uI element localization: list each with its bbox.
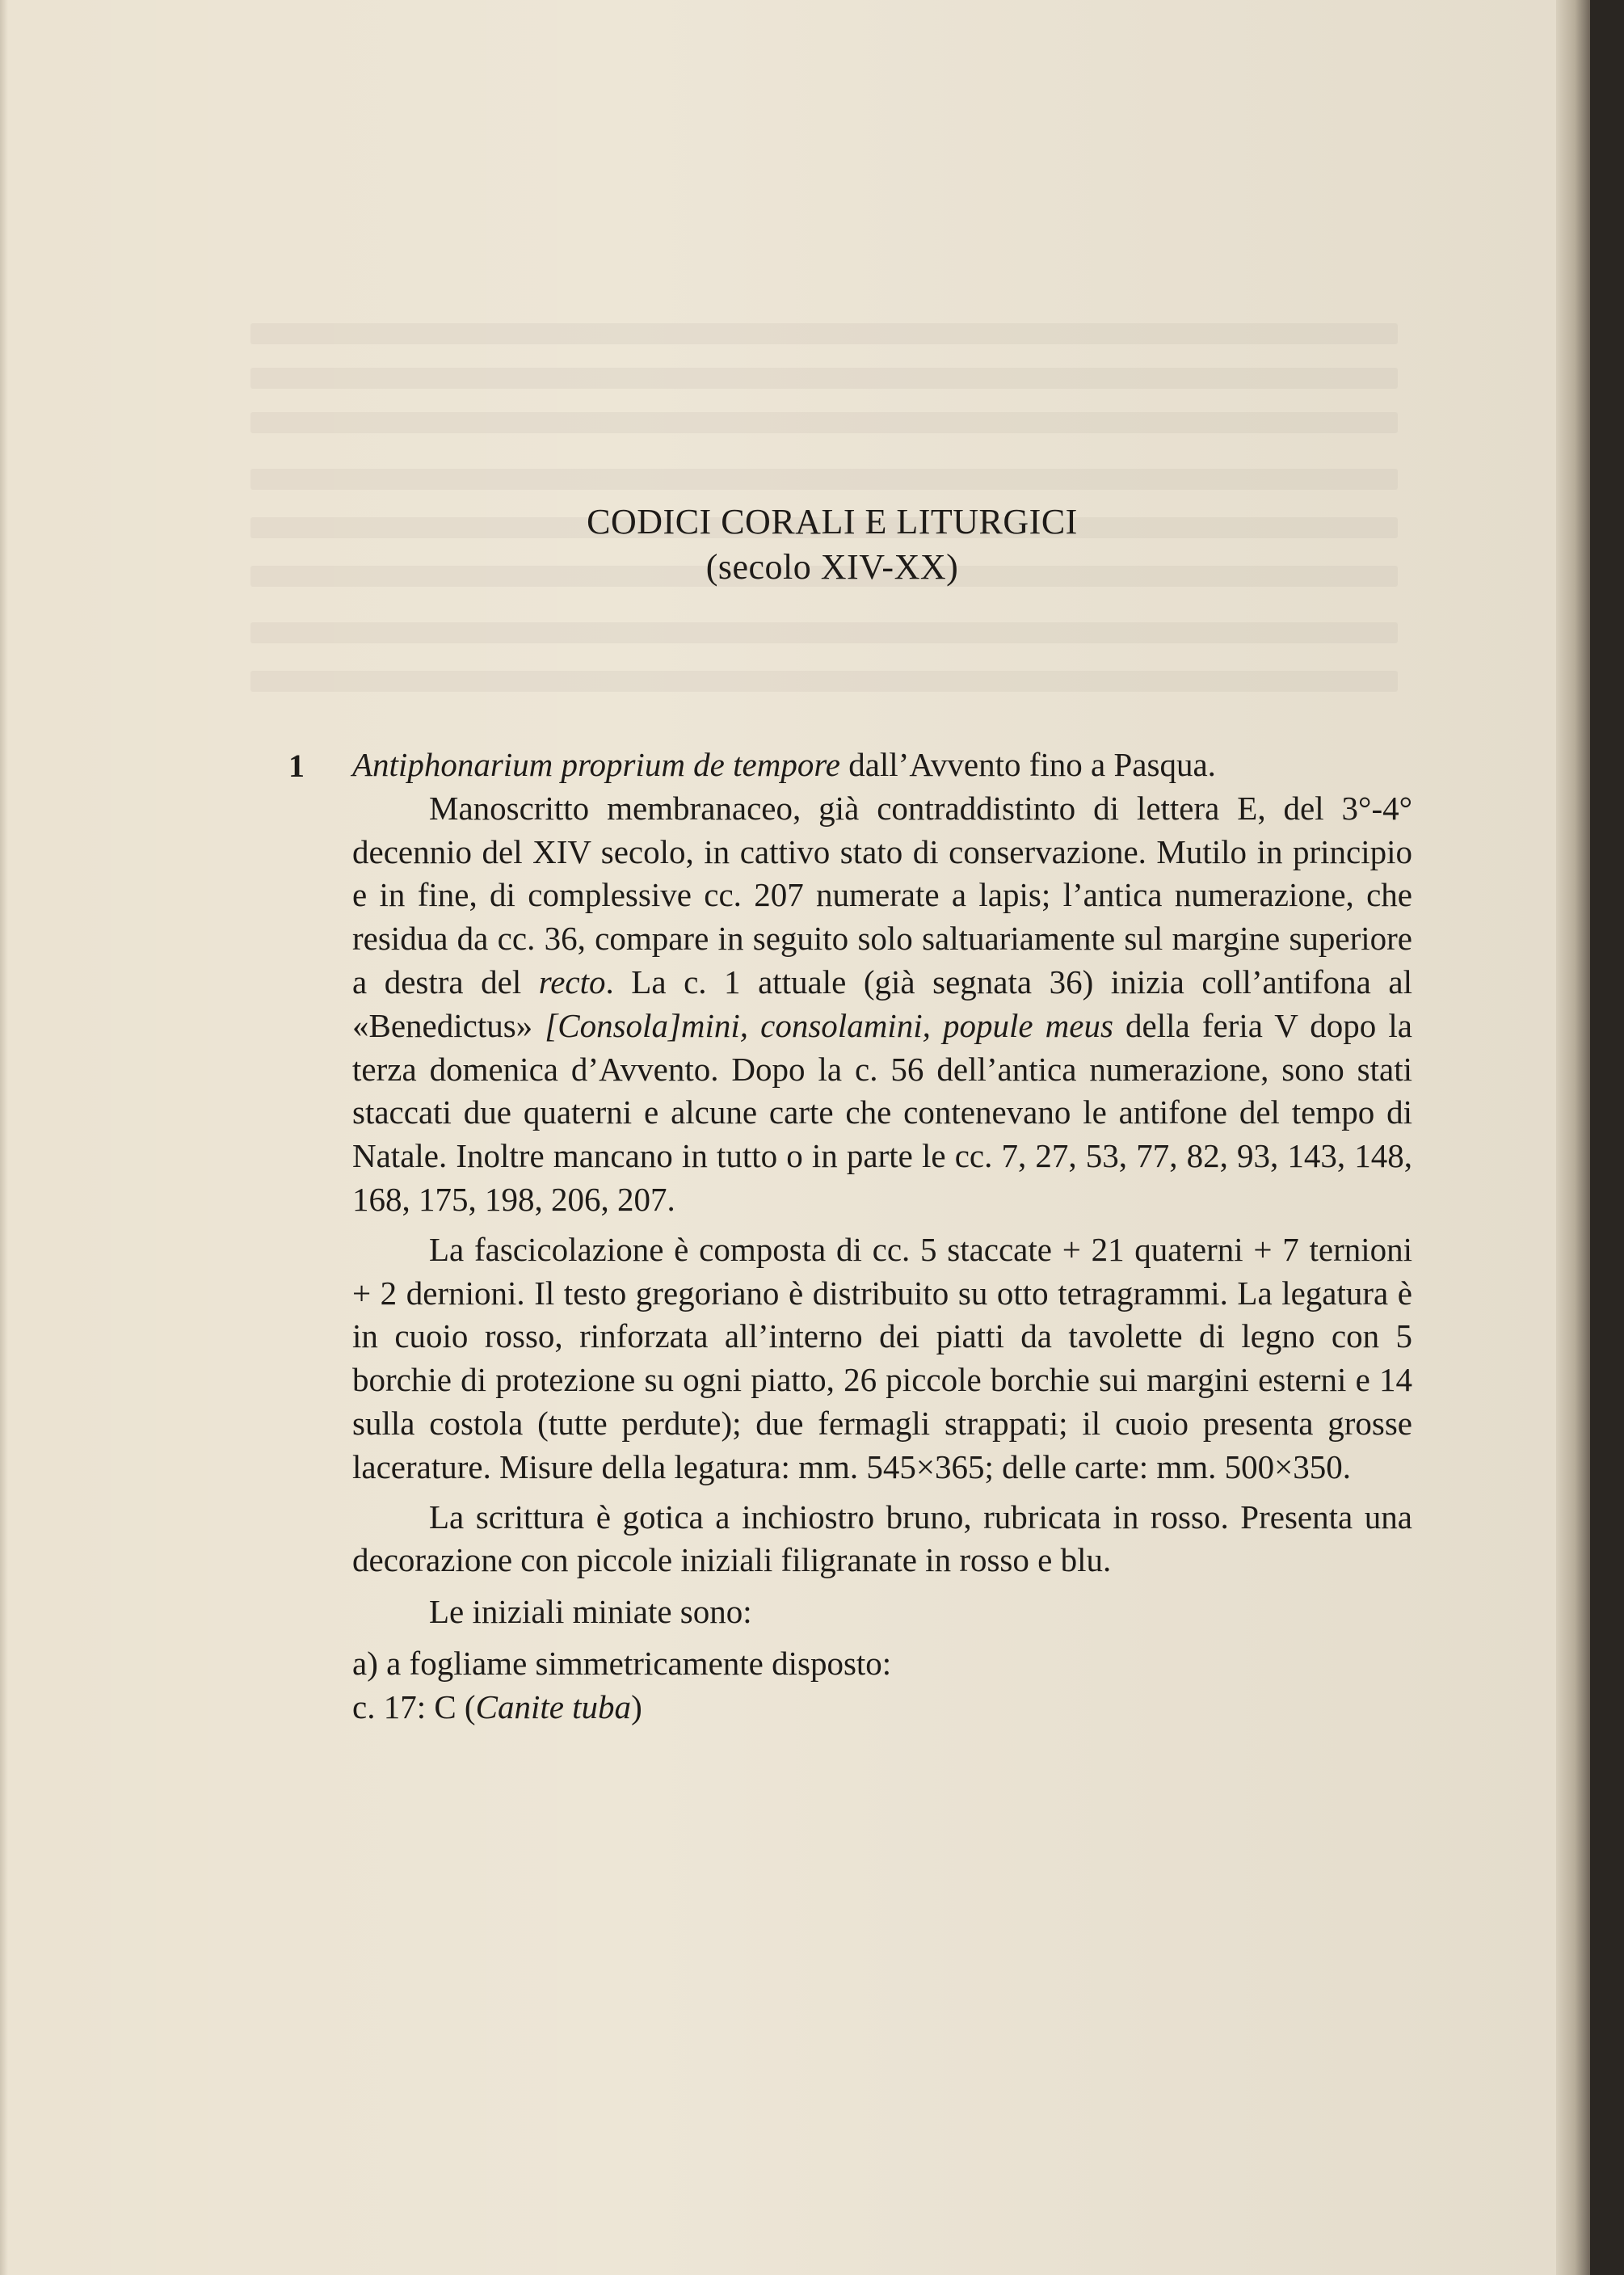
show-through-line — [250, 469, 1398, 490]
para1-incipit: [Consola]mini, consolamini, popule meus — [545, 1006, 1113, 1044]
list-item-italic: Canite tuba — [475, 1687, 632, 1725]
show-through-line — [250, 323, 1398, 344]
para1-part-b: . La c. 1 attuale (già segnata 36) inizia coll’antifona al «Benedictus» — [352, 963, 1412, 1044]
show-through-line — [250, 671, 1398, 692]
section-title: CODICI CORALI E LITURGICI — [587, 502, 1078, 541]
para1-recto: recto — [538, 963, 606, 1001]
entry-number: 1 — [288, 748, 305, 784]
show-through-line — [250, 412, 1398, 433]
entry-title-italic: Antiphonarium proprium de tempore — [352, 746, 840, 783]
show-through-line — [250, 622, 1398, 643]
list-item: c. 17: C (Canite tuba) — [352, 1687, 642, 1725]
show-through-line — [250, 368, 1398, 389]
entry-title — [352, 744, 1412, 787]
paragraph-initials: Le iniziali miniate sono: — [429, 1593, 752, 1631]
paragraph-description — [352, 787, 1412, 1222]
entry-body — [352, 744, 1412, 1729]
paragraph-script: La scrittura è gotica a inchiostro bruno, rubricata in rosso. Presenta una decorazione con piccole iniziali filigranate in rosso e blu. — [352, 1498, 1412, 1579]
section-subtitle: (secolo XIV-XX) — [705, 547, 959, 587]
para1-part-a: Manoscritto membranaceo, già contraddistinto di lettera E, del 3°-4° decennio del XIV secolo, in cattivo stato di conservazione. Mutilo in principio e in fine, di complessive cc. 207 numerate a lapis; l’antica numerazione, che residua da cc. 36, compare in seguito solo saltuariamente sul margine superiore a destra del — [352, 789, 1412, 1001]
list-heading: a) a fogliame simmetricamente disposto: — [352, 1644, 892, 1682]
page-edge — [1556, 0, 1590, 2275]
entry-title-rest: dall’Avvento fino a Pasqua. — [839, 746, 1216, 783]
page-left-shadow — [0, 0, 8, 2275]
paragraph-binding: La fascicolazione è composta di cc. 5 staccate + 21 quaterni + 7 ternioni + 2 dernioni. Il testo gregoriano è distribuito su otto tetragrammi. La legatura è in cuoio rosso, rinforzata all’interno dei piatti da tavolette di legno con 5 borchie di protezione su ogni piatto, 26 piccole borchie sui margini esterni e 14 sulla costola (tutte perdute); due fermagli strappati; il cuoio presenta grosse lacerature. Misure della legatura: mm. 545×365; delle carte: mm. 500×350. — [352, 1230, 1412, 1485]
para1-part-c: della feria V dopo la terza domenica d’Avvento. Dopo la c. 56 dell’antica numerazione, sono stati staccati due quaterni e alcune carte che contenevano le antifone del tempo di Natale. Inoltre mancano in tutto o in parte le cc. 7, 27, 53, 77, 82, 93, 143, 148, 168, 175, 198, 206, 207. — [352, 1006, 1412, 1218]
